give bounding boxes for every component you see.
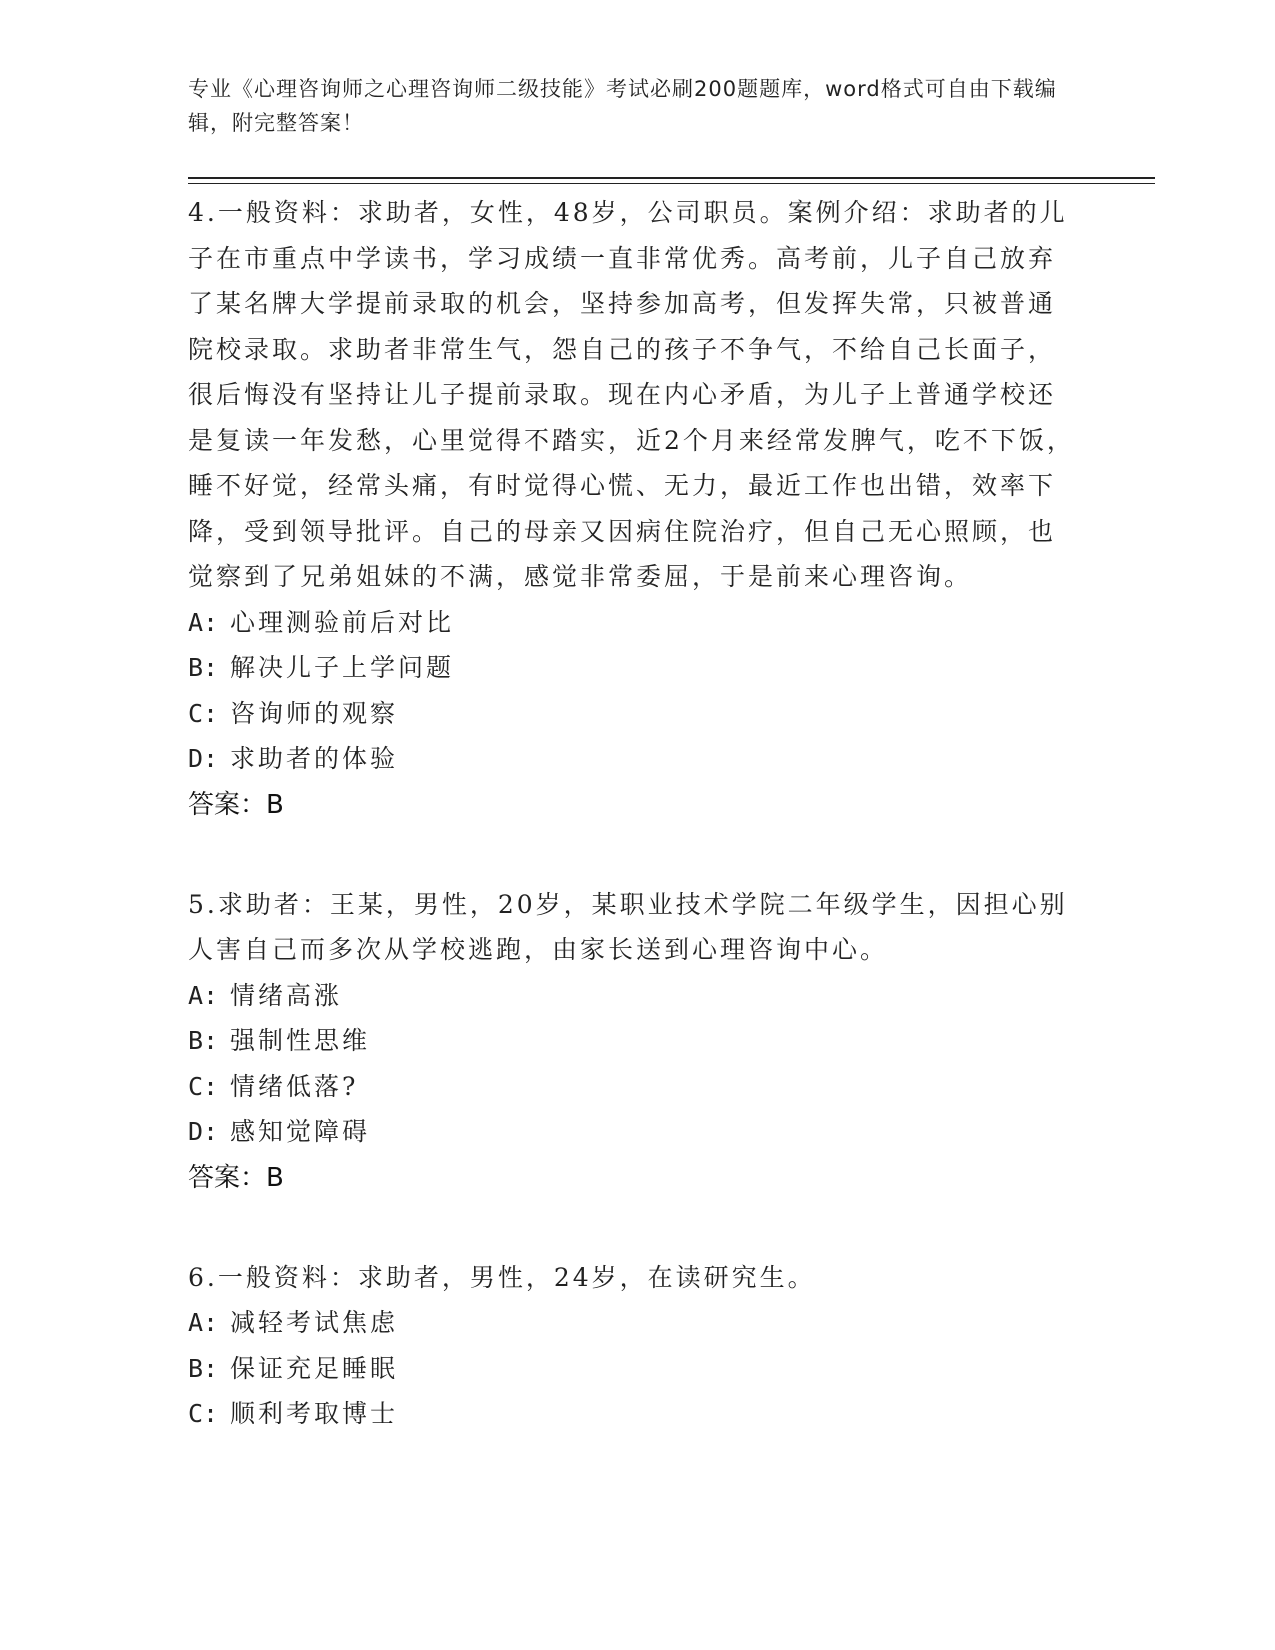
option-d (188, 736, 1078, 782)
option-b (188, 645, 1078, 691)
option-b (188, 1018, 1078, 1064)
option-text: 感知觉障碍 (230, 1117, 371, 1146)
option-key: C: (188, 1071, 219, 1101)
option-text: 保证充足睡眠 (230, 1353, 399, 1383)
option-key: A: (188, 1308, 219, 1337)
option-text: 减轻考试焦虑 (230, 1308, 399, 1337)
answer-line: 答案：B (188, 1162, 284, 1193)
option-c (188, 1064, 1078, 1110)
option-key: C: (188, 1399, 219, 1428)
option-text: 情绪高涨 (230, 980, 343, 1010)
header-divider-thick (188, 177, 1155, 179)
option-key: B: (188, 1353, 219, 1383)
option-a (188, 600, 1078, 646)
option-c (188, 1391, 1078, 1437)
option-c (188, 691, 1078, 737)
option-a (188, 1300, 1078, 1346)
question-5 (188, 882, 1078, 1201)
option-b (188, 1346, 1078, 1392)
option-key: B: (188, 653, 219, 682)
option-key: A: (188, 980, 219, 1010)
option-key: C: (188, 698, 219, 728)
option-key: B: (188, 1026, 219, 1055)
question-stem: 6.一般资料：求助者，男性，24岁，在读研究生。 (188, 1262, 816, 1292)
option-text: 强制性思维 (230, 1026, 371, 1055)
option-text: 心理测验前后对比 (230, 607, 455, 637)
question-stem: 4.一般资料：求助者，女性，48岁，公司职员。案例介绍：求助者的儿子在市重点中学读书，学习成绩一直非常优秀。高考前，儿子自己放弃了某名牌大学提前录取的机会，坚持参加高考，但发挥失常，只被普通院校录取。求助者非常生气，怨自己的孩子不争气，不给自己长面子，很后悔没有坚持让儿子提前录取。现在内心矛盾，为儿子上普通学校还是复读一年发愁，心里觉得不踏实，近2个月来经常发脾气，吃不下饭，睡不好觉，经常头痛，有时觉得心慌、无力，最近工作也出错，效率下降，受到领导批评。自己的母亲又因病住院治疗，但自己无心照顾，也觉察到了兄弟姐妹的不满，感觉非常委屈，于是前来心理咨询。 (188, 198, 1075, 591)
option-key: A: (188, 607, 219, 637)
option-text: 顺利考取博士 (230, 1399, 399, 1428)
option-key: D: (188, 1117, 219, 1146)
option-text: 咨询师的观察 (230, 698, 399, 728)
header-divider-thin (188, 183, 1155, 184)
option-text: 情绪低落? (230, 1071, 359, 1101)
question-4 (188, 190, 1078, 828)
option-text: 解决儿子上学问题 (230, 653, 455, 682)
answer-line: 答案：B (188, 789, 284, 820)
option-d (188, 1109, 1078, 1155)
option-key: D: (188, 744, 219, 773)
question-6 (188, 1255, 1078, 1437)
option-a (188, 973, 1078, 1019)
document-header-title: 专业《心理咨询师之心理咨询师二级技能》考试必刷200题题库，word格式可自由下载编辑，附完整答案！ (188, 77, 1057, 135)
question-stem: 5.求助者：王某，男性，20岁，某职业技术学院二年级学生，因担心别人害自己而多次从学校逃跑，由家长送到心理咨询中心。 (188, 889, 1068, 964)
option-text: 求助者的体验 (230, 744, 399, 773)
question-list (188, 190, 1078, 1491)
